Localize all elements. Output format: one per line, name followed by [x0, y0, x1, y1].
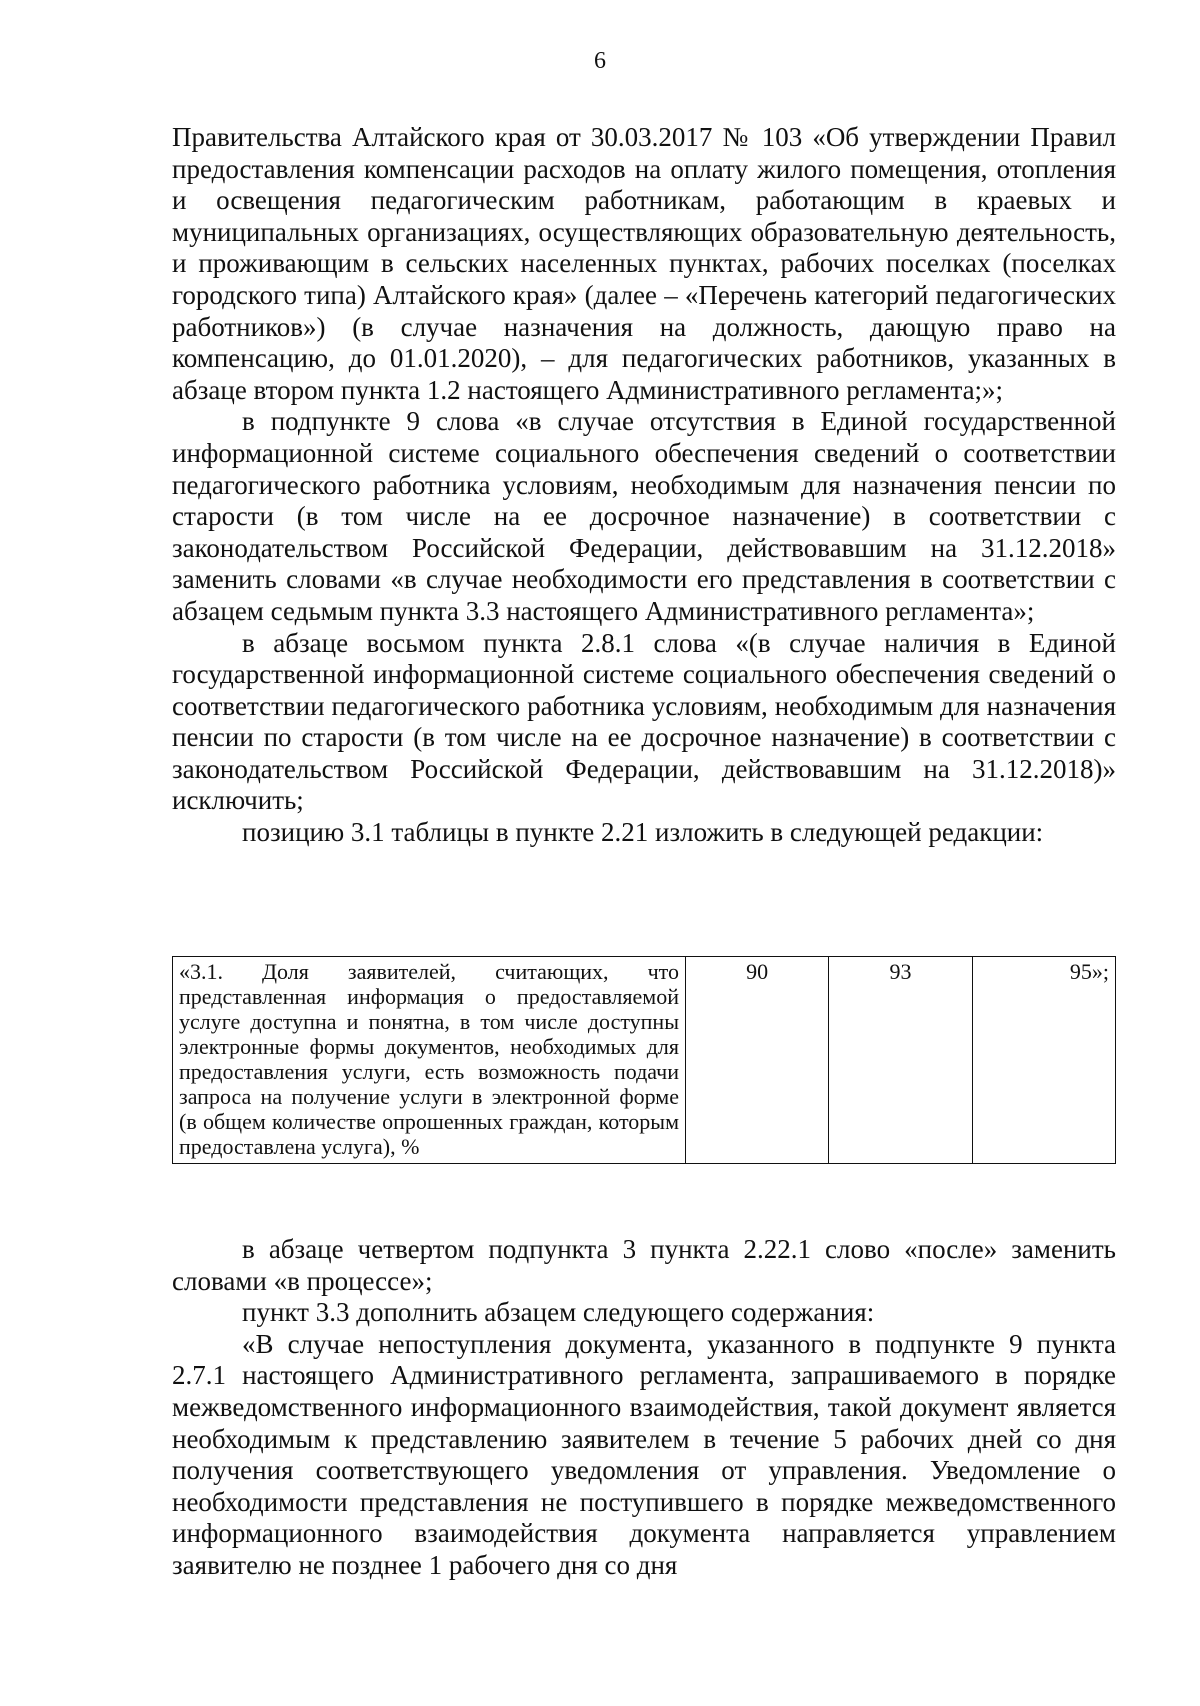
paragraph-item-2-8-1: в абзаце восьмом пункта 2.8.1 слова «(в случае наличия в Единой государственной информационной системе социального обеспечения сведений о соответствии педагогического работника условиям, необходимым для назначения пенсии по старости (в том числе на ее досрочное назначение) в соответствии с законодательством Российской Федерации, действовавшим на 31.12.2018)» исключить; [172, 627, 1116, 816]
document-body-bottom [172, 1234, 1116, 1582]
table-cell-description: «3.1. Доля заявителей, считающих, что представленная информация о предоставляемой услуге доступна и понятна, в том числе доступны электронные формы документов, необходимых для предоставления услуги, есть возможность подачи запроса на получение услуги в электронной форме (в общем количестве опрошенных граждан, которым предоставлена услуга), % [173, 957, 686, 1164]
paragraph-item-3-3: пункт 3.3 дополнить абзацем следующего содержания: [242, 1297, 875, 1328]
paragraph-table-intro: позицию 3.1 таблицы в пункте 2.21 изложить в следующей редакции: [242, 817, 1044, 848]
table-cell-value-2: 93 [829, 957, 972, 1164]
position-table-container [172, 956, 1116, 1164]
position-table [172, 956, 1116, 1164]
table-cell-value-3: 95»; [972, 957, 1115, 1164]
paragraph-subitem-9: в подпункте 9 слова «в случае отсутствия в Единой государственной информационной системе социального обеспечения сведений о соответствии педагогического работника условиям, необходимым для назначения пенсии по старости (в том числе на ее досрочное назначение) в соответствии с законодательством Российской Федерации, действовавшим на 31.12.2018» заменить словами «в случае необходимости его представления в соответствии с абзацем седьмым пункта 3.3 настоящего Административного регламента»; [172, 406, 1116, 626]
page-number: 6 [594, 48, 606, 74]
table-cell-value-1: 90 [686, 957, 829, 1164]
paragraph-item-2-22-1: в абзаце четвертом подпункта 3 пункта 2.22.1 слово «после» заменить словами «в процессе»; [172, 1234, 1116, 1296]
paragraph-new-abzac: «В случае непоступления документа, указанного в подпункте 9 пункта 2.7.1 настоящего Административного регламента, запрашиваемого в порядке межведомственного информационного взаимодействия, такой документ является необходимым к представлению заявителем в течение 5 рабочих дней со дня получения соответствующего уведомления от управления. Уведомление о необходимости представления не поступившего в порядке межведомственного информационного взаимодействия документа направляется управлением заявителю не позднее 1 рабочего дня со дня [172, 1328, 1116, 1580]
paragraph-continuation: Правительства Алтайского края от 30.03.2017 № 103 «Об утверждении Правил предоставления компенсации расходов на оплату жилого помещения, отопления и освещения педагогическим работникам, работающим в краевых и муниципальных организациях, осуществляющих образовательную деятельность, и проживающим в сельских населенных пунктах, рабочих поселках (поселках городского типа) Алтайского края» (далее – «Перечень категорий педагогических работников») (в случае назначения на должность, дающую право на компенсацию, до 01.01.2020), – для педагогических работников, указанных в абзаце втором пункта 1.2 настоящего Административного регламента;»; [172, 122, 1116, 405]
document-body-top [172, 122, 1116, 849]
table-row [173, 957, 1116, 1164]
